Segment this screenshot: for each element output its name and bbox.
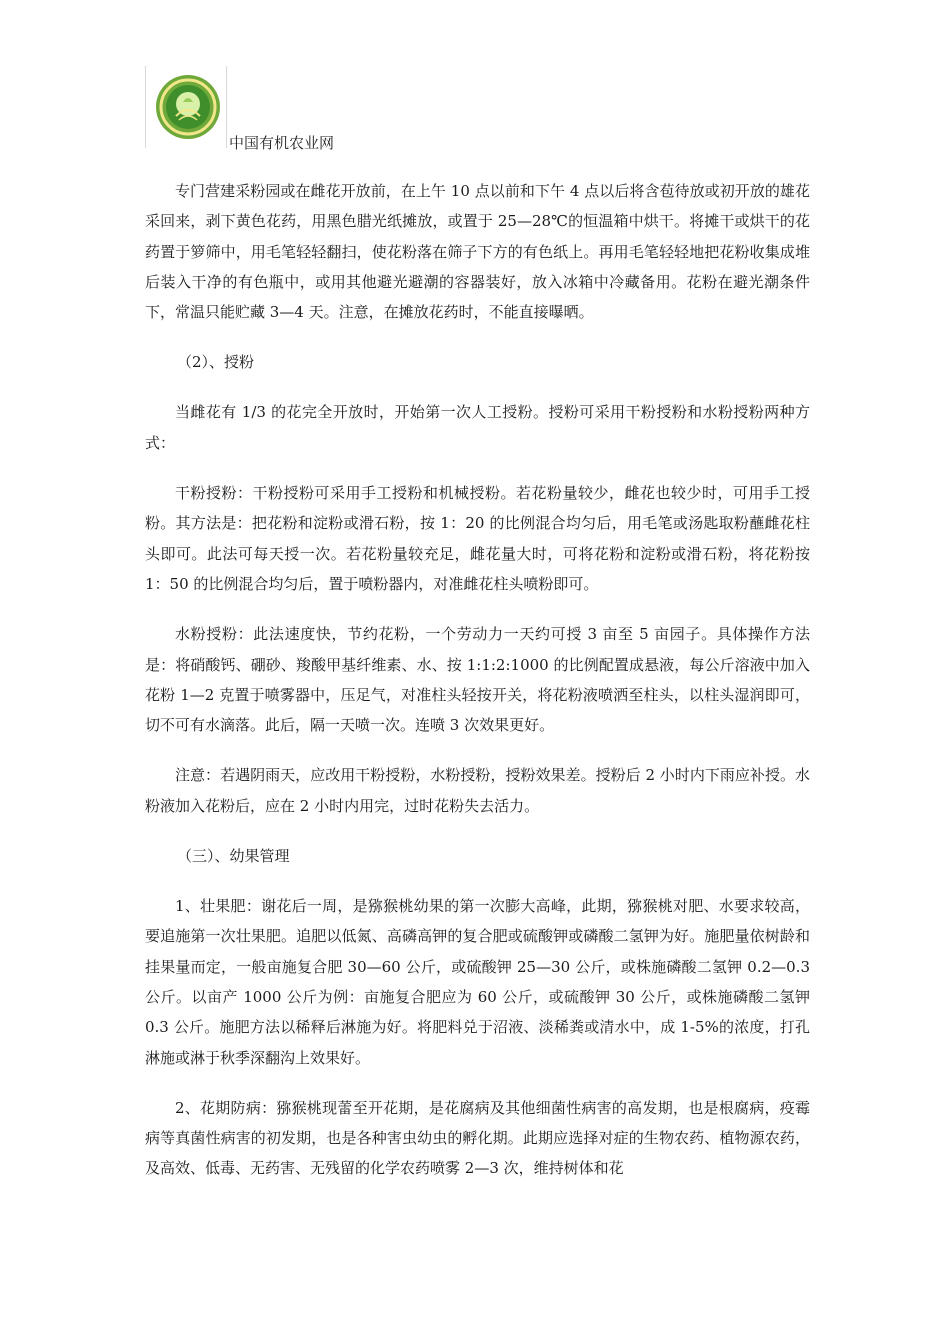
paragraph-pollination-notes: 注意：若遇阴雨天，应改用干粉授粉，水粉授粉，授粉效果差。授粉后 2 小时内下雨应补授。水粉液加入花粉后，应在 2 小时内用完，过时花粉失去活力。 <box>145 766 810 815</box>
page-header <box>145 66 375 154</box>
section-heading-pollination: （2）、授粉 <box>177 353 255 372</box>
paragraph-fruit-fertilizer: 1、壮果肥：谢花后一周，是猕猴桃幼果的第一次膨大高峰，此期，猕猴桃对肥、水要求较高，要追施第一次壮果肥。追肥以低氮、高磷高钾的复合肥或硫酸钾或磷酸二氢钾为好。施肥量依树龄和挂果量而定，一般亩施复合肥 30—60 公斤，或硫酸钾 25—30 公斤，或株施磷酸二氢钾 0.2—0.3 公斤。以亩产 1000 公斤为例：亩施复合肥应为 60 公斤，或硫酸钾 30 公斤，或株施磷酸二氢钾 0.3 公斤。施肥方法以稀释后淋施为好。将肥料兑于沼液、淡稀粪或清水中，成 1-5%的浓度，打孔淋施或淋于秋季深翻沟上效果好。 <box>145 897 810 1067</box>
logo-icon <box>155 74 221 140</box>
section-heading-young-fruit: （三）、幼果管理 <box>177 847 290 866</box>
paragraph-pollen-collection: 专门营建采粉园或在雌花开放前，在上午 10 点以前和下午 4 点以后将含苞待放或初开放的雄花采回来，剥下黄色花药，用黑色腊光纸摊放，或置于 25—28℃的恒温箱中烘干。将摊干或烘干的花药置于箩筛中，用毛笔轻轻翻扫，使花粉落在筛子下方的有色纸上。再用毛笔轻轻地把花粉收集成堆后装入干净的有色瓶中，或用其他避光避潮的容器装好，放入冰箱中冷藏备用。花粉在避光潮条件下，常温只能贮藏 3—4 天。注意，在摊放花药时，不能直接曝晒。 <box>145 182 810 322</box>
paragraph-liquid-pollination: 水粉授粉：此法速度快，节约花粉，一个劳动力一天约可授 3 亩至 5 亩园子。具体操作方法是：将硝酸钙、硼砂、羧酸甲基纤维素、水、按 1:1:2:1000 的比例配置成悬液，每公斤溶液中加入花粉 1—2 克置于喷雾器中，压足气，对准柱头轻按开关，将花粉液喷洒至柱头，以柱头湿润即可，切不可有水滴落。此后，隔一天喷一次。连喷 3 次效果更好。 <box>145 625 810 735</box>
paragraph-pollination-intro: 当雌花有 1/3 的花完全开放时，开始第一次人工授粉。授粉可采用干粉授粉和水粉授粉两种方式： <box>145 403 810 452</box>
paragraph-flowering-disease: 2、花期防病：猕猴桃现蕾至开花期，是花腐病及其他细菌性病害的高发期，也是根腐病，疫霉病等真菌性病害的初发期，也是各种害虫幼虫的孵化期。此期应选择对症的生物农药、植物源农药，及高效、低毒、无药害、无残留的化学农药喷雾 2—3 次，维持树体和花 <box>145 1098 810 1178</box>
header-divider-left <box>145 66 146 148</box>
paragraph-dry-pollination: 干粉授粉：干粉授粉可采用手工授粉和机械授粉。若花粉量较少，雌花也较少时，可用手工授粉。其方法是：把花粉和淀粉或滑石粉，按 1：20 的比例混合均匀后，用毛笔或汤匙取粉蘸雌花柱头即可。此法可每天授一次。若花粉量较充足，雌花量大时，可将花粉和淀粉或滑石粉，将花粉按 1：50 的比例混合均匀后，置于喷粉器内，对准雌花柱头喷粉即可。 <box>145 484 810 593</box>
article-body <box>145 176 810 1204</box>
header-divider-right <box>226 66 227 148</box>
site-name: 中国有机农业网 <box>229 134 335 152</box>
